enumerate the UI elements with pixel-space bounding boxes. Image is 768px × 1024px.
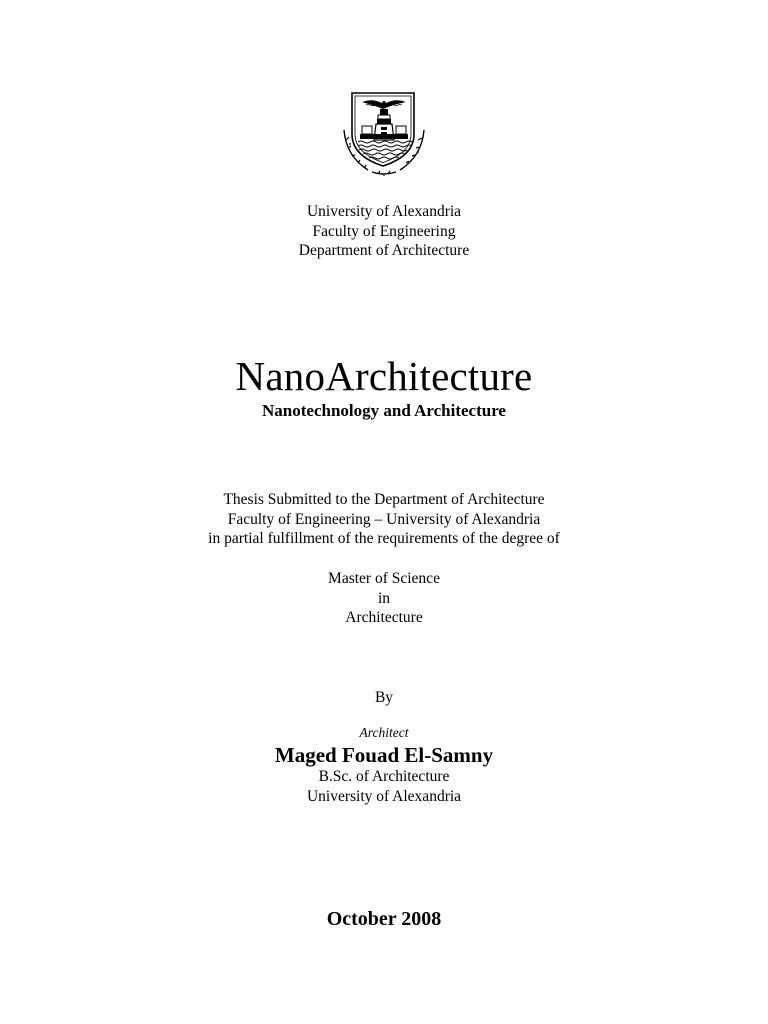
author-name: Maged Fouad El-Samny [274,743,494,767]
degree-field: Architecture [345,609,423,626]
degree-block [0,569,768,628]
author-qualifications [0,767,768,806]
faculty-name: Faculty of Engineering [312,222,456,240]
submission-line: Faculty of Engineering – University of Alexandria [227,510,541,528]
submission-line: in partial fulfillment of the requirements of the degree of [208,530,560,547]
author-role: Architect [359,725,409,740]
degree-name: Master of Science [328,570,440,587]
author-university: University of Alexandria [306,787,462,805]
by-label: By [374,689,394,706]
degree-connector: in [377,589,391,607]
university-emblem-icon [338,90,430,176]
submission-statement [0,490,768,549]
department-name: Department of Architecture [298,242,470,259]
submission-line: Thesis Submitted to the Department of Architecture [223,491,545,508]
institution-block [0,202,768,261]
university-name: University of Alexandria [306,203,462,220]
thesis-title: NanoArchitecture [235,353,533,399]
author-degree: B.Sc. of Architecture [318,768,450,785]
submission-date: October 2008 [326,908,442,930]
thesis-subtitle: Nanotechnology and Architecture [262,401,506,420]
